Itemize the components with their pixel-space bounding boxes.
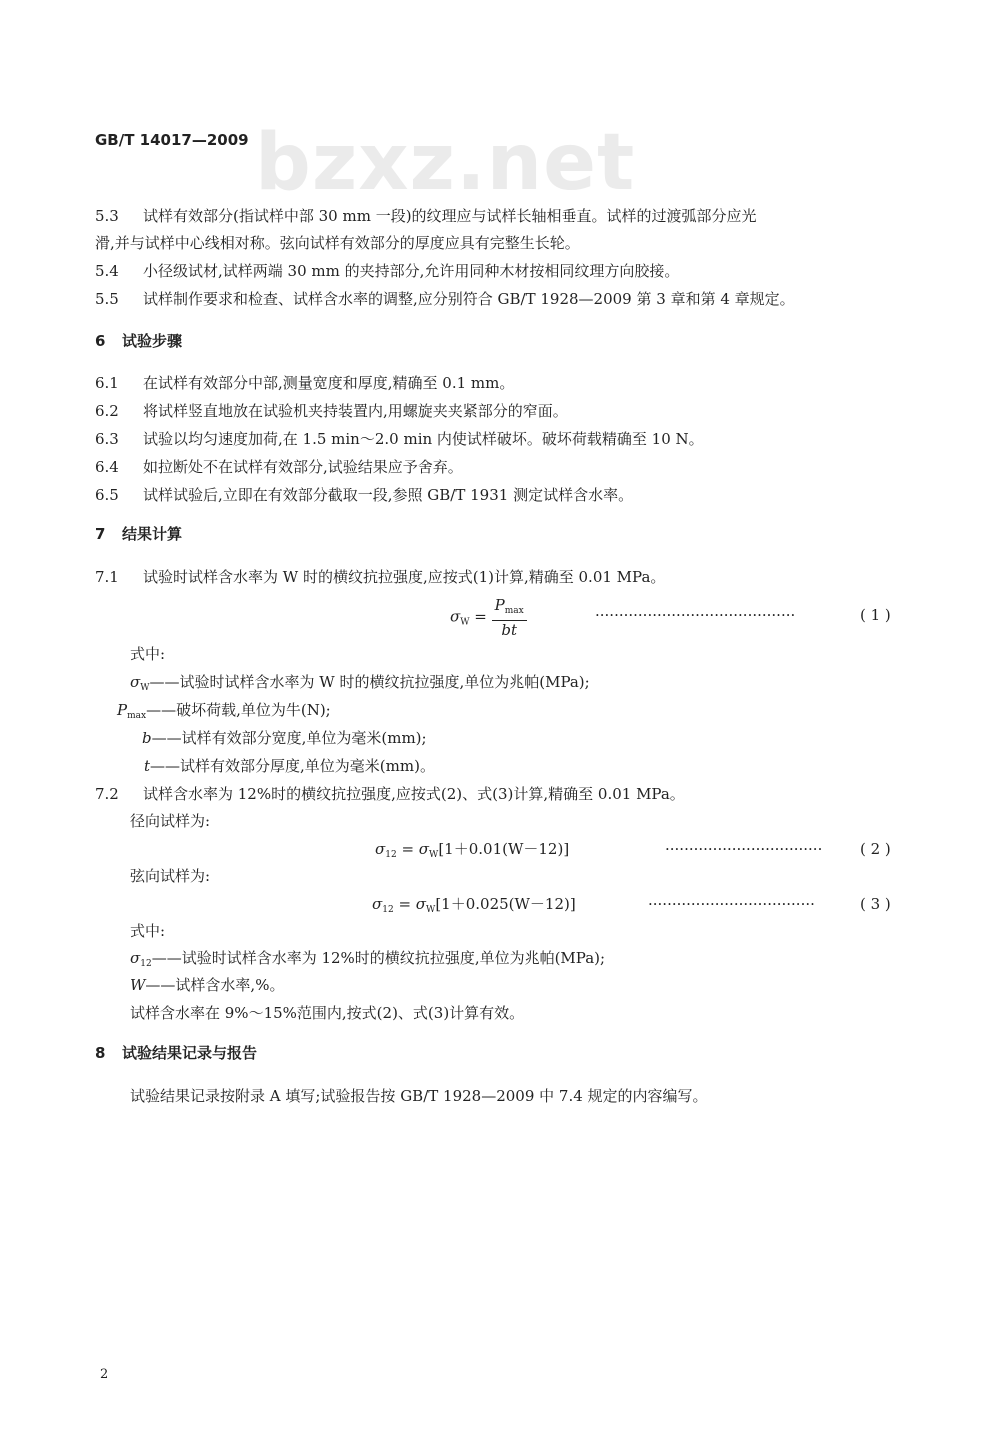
definition-pmax [117, 700, 331, 726]
definition-text: ——试样有效部分厚度,单位为毫米(mm)。 [150, 757, 435, 775]
subscript: W [426, 905, 436, 915]
formula-equals: = [469, 607, 492, 626]
definition-text: ——试验时试样含水率为 W 时的横纹抗拉强度,单位为兆帕(MPa); [149, 673, 590, 691]
section-title: 结果计算 [122, 525, 183, 543]
formula-3 [372, 894, 576, 920]
symbol: σ [372, 895, 383, 913]
standard-code-header: GB/T 14017—2009 [95, 131, 249, 149]
clause-number: 6.2 [95, 402, 119, 420]
clause-number: 5.3 [95, 207, 119, 225]
symbol: t [144, 757, 151, 775]
formula-leader-dots: ··································· [648, 895, 815, 913]
clause-text: 小径级试材,试样两端 30 mm 的夹持部分,允许用同种木材按相同纹理方向胶接。 [143, 262, 680, 280]
page-number: 2 [100, 1367, 109, 1382]
clause-number: 6.1 [95, 374, 119, 392]
clause-text-continued: 滑,并与试样中心线相对称。弦向试样有效部分的厚度应具有完整生长轮。 [95, 234, 580, 252]
subscript: 12 [140, 959, 152, 969]
tangential-label: 弦向试样为: [130, 867, 211, 885]
subscript: 12 [385, 850, 397, 860]
definition-w [130, 975, 284, 995]
validity-note: 试样含水率在 9%～15%范围内,按式(2)、式(3)计算有效。 [130, 1004, 525, 1022]
clause-number: 7.2 [95, 785, 119, 803]
section-title: 试验结果记录与报告 [122, 1044, 258, 1062]
definition-t [144, 756, 435, 776]
formula-rhs: = σ [393, 895, 427, 913]
definition-sigma-12 [130, 948, 605, 974]
clause-text: 试样有效部分(指试样中部 30 mm 一段)的纹理应与试样长轴相垂直。试样的过渡弧部分应光 [143, 207, 757, 225]
clause-number: 7.1 [95, 568, 119, 586]
formula-body: [1＋0.01(W－12)] [438, 840, 570, 858]
subscript: W [429, 850, 439, 860]
clause-text: 将试样竖直地放在试验机夹持装置内,用螺旋夹夹紧部分的窄面。 [143, 402, 568, 420]
subscript: 12 [382, 905, 394, 915]
fraction [492, 596, 527, 639]
formula-leader-dots: ································· [665, 840, 823, 858]
clause-text: 试样试验后,立即在有效部分截取一段,参照 GB/T 1931 测定试样含水率。 [143, 486, 634, 504]
definition-sigma-w [130, 672, 590, 698]
where-label: 式中: [130, 922, 166, 940]
section-text: 试验结果记录按附录 A 填写;试验报告按 GB/T 1928—2009 中 7.4 规定的内容编写。 [130, 1087, 708, 1105]
watermark: bzxz.net [255, 118, 636, 208]
formula-label: ( 2 ) [860, 840, 891, 858]
formula-label: ( 1 ) [860, 606, 891, 624]
clause-number: 6.3 [95, 430, 119, 448]
clause-text: 试验以均匀速度加荷,在 1.5 min～2.0 min 内使试样破坏。破坏荷载精确至 10 N。 [143, 430, 704, 448]
clause-text: 试样制作要求和检查、试样含水率的调整,应分别符合 GB/T 1928—2009 第 3 章和第 4 章规定。 [143, 290, 795, 308]
clause-text: 如拉断处不在试样有效部分,试验结果应予舍弃。 [143, 458, 463, 476]
clause-number: 6.4 [95, 458, 119, 476]
subscript: max [127, 711, 147, 721]
numerator: P [494, 596, 505, 614]
where-label: 式中: [130, 645, 166, 663]
symbol: W [130, 976, 146, 994]
clause-number: 5.5 [95, 290, 119, 308]
numerator-subscript: max [504, 606, 524, 616]
formula-label: ( 3 ) [860, 895, 891, 913]
formula-subscript: W [460, 617, 470, 628]
clause-number: 5.4 [95, 262, 119, 280]
clause-number: 6.5 [95, 486, 119, 504]
clause-text: 在试样有效部分中部,测量宽度和厚度,精确至 0.1 mm。 [143, 374, 515, 392]
formula-body: [1＋0.025(W－12)] [435, 895, 576, 913]
definition-b [142, 728, 427, 748]
definition-text: ——破坏荷载,单位为牛(N); [146, 701, 331, 719]
section-number: 7 [95, 525, 106, 543]
definition-text: ——试样有效部分宽度,单位为毫米(mm); [151, 729, 427, 747]
formula-1 [450, 596, 527, 642]
definition-text: ——试样含水率,%。 [145, 976, 285, 994]
formula-symbol: σ [450, 607, 461, 626]
symbol: σ [130, 949, 141, 967]
definition-text: ——试验时试样含水率为 12%时的横纹抗拉强度,单位为兆帕(MPa); [151, 949, 606, 967]
clause-text: 试验时试样含水率为 W 时的横纹抗拉强度,应按式(1)计算,精确至 0.01 MPa。 [143, 568, 666, 586]
denominator: bt [501, 621, 517, 639]
formula-rhs: = σ [396, 840, 430, 858]
section-title: 试验步骤 [122, 332, 183, 350]
radial-label: 径向试样为: [130, 812, 211, 830]
section-number: 6 [95, 332, 106, 350]
formula-2 [375, 839, 569, 865]
clause-text: 试样含水率为 12%时的横纹抗拉强度,应按式(2)、式(3)计算,精确至 0.01 MPa。 [143, 785, 685, 803]
symbol: b [142, 729, 152, 747]
section-number: 8 [95, 1044, 106, 1062]
subscript: W [140, 683, 150, 693]
symbol: P [117, 701, 128, 719]
symbol: σ [375, 840, 386, 858]
symbol: σ [130, 673, 141, 691]
formula-leader-dots: ·········································· [595, 606, 796, 624]
